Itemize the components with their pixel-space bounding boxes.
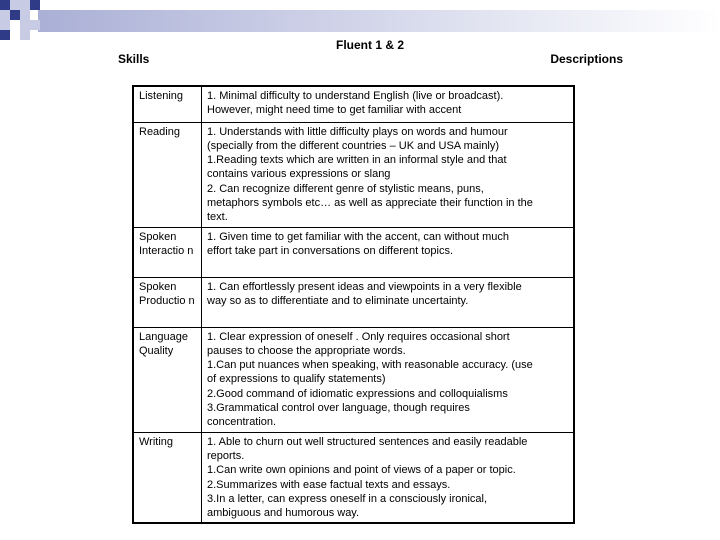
table-row <box>133 227 574 277</box>
skill-cell: Spoken Interactio n <box>133 227 202 277</box>
description-cell: 1. Understands with little difficulty plays on words and humour (specially from the different countries – UK and USA mainly) 1.Reading texts which are written in an informal style and that contains various expressions or slang 2. Can recognize different genre of stylistic means, puns, metaphors symbols etc… as well as appreciate their function in the text. <box>202 122 575 227</box>
table-row <box>133 432 574 523</box>
descriptions-heading: Descriptions <box>550 52 623 66</box>
skill-cell: Writing <box>133 432 202 523</box>
fluency-table <box>132 85 575 524</box>
table-row <box>133 122 574 227</box>
skills-heading: Skills <box>118 52 150 66</box>
table-row <box>133 277 574 327</box>
table-row <box>133 327 574 432</box>
header-gradient-bar <box>38 10 720 32</box>
table-row <box>133 86 574 122</box>
description-cell: 1. Given time to get familiar with the accent, can without much effort take part in conversations on different topics. <box>202 227 575 277</box>
skill-cell: Language Quality <box>133 327 202 432</box>
description-cell: 1. Minimal difficulty to understand English (live or broadcast). However, might need time to get familiar with accent <box>202 86 575 122</box>
slide-title: Fluent 1 & 2 <box>335 38 404 52</box>
description-cell: 1. Able to churn out well structured sentences and easily readable reports. 1.Can write own opinions and point of views of a paper or topic. 2.Summarizes with ease factual texts and essays. 3.In a letter, can express oneself in a consciously ironical, ambiguous and humorous way. <box>202 432 575 523</box>
skill-cell: Reading <box>133 122 202 227</box>
description-cell: 1. Can effortlessly present ideas and viewpoints in a very flexible way so as to differentiate and to eliminate uncertainty. <box>202 277 575 327</box>
skill-cell: Spoken Productio n <box>133 277 202 327</box>
skill-cell: Listening <box>133 86 202 122</box>
description-cell: 1. Clear expression of oneself . Only requires occasional short pauses to choose the appropriate words. 1.Can put nuances when speaking, with reasonable accuracy. (use of expressions to qualify statements) 2.Good command of idiomatic expressions and colloquialisms 3.Grammatical control over language, though requires concentration. <box>202 327 575 432</box>
